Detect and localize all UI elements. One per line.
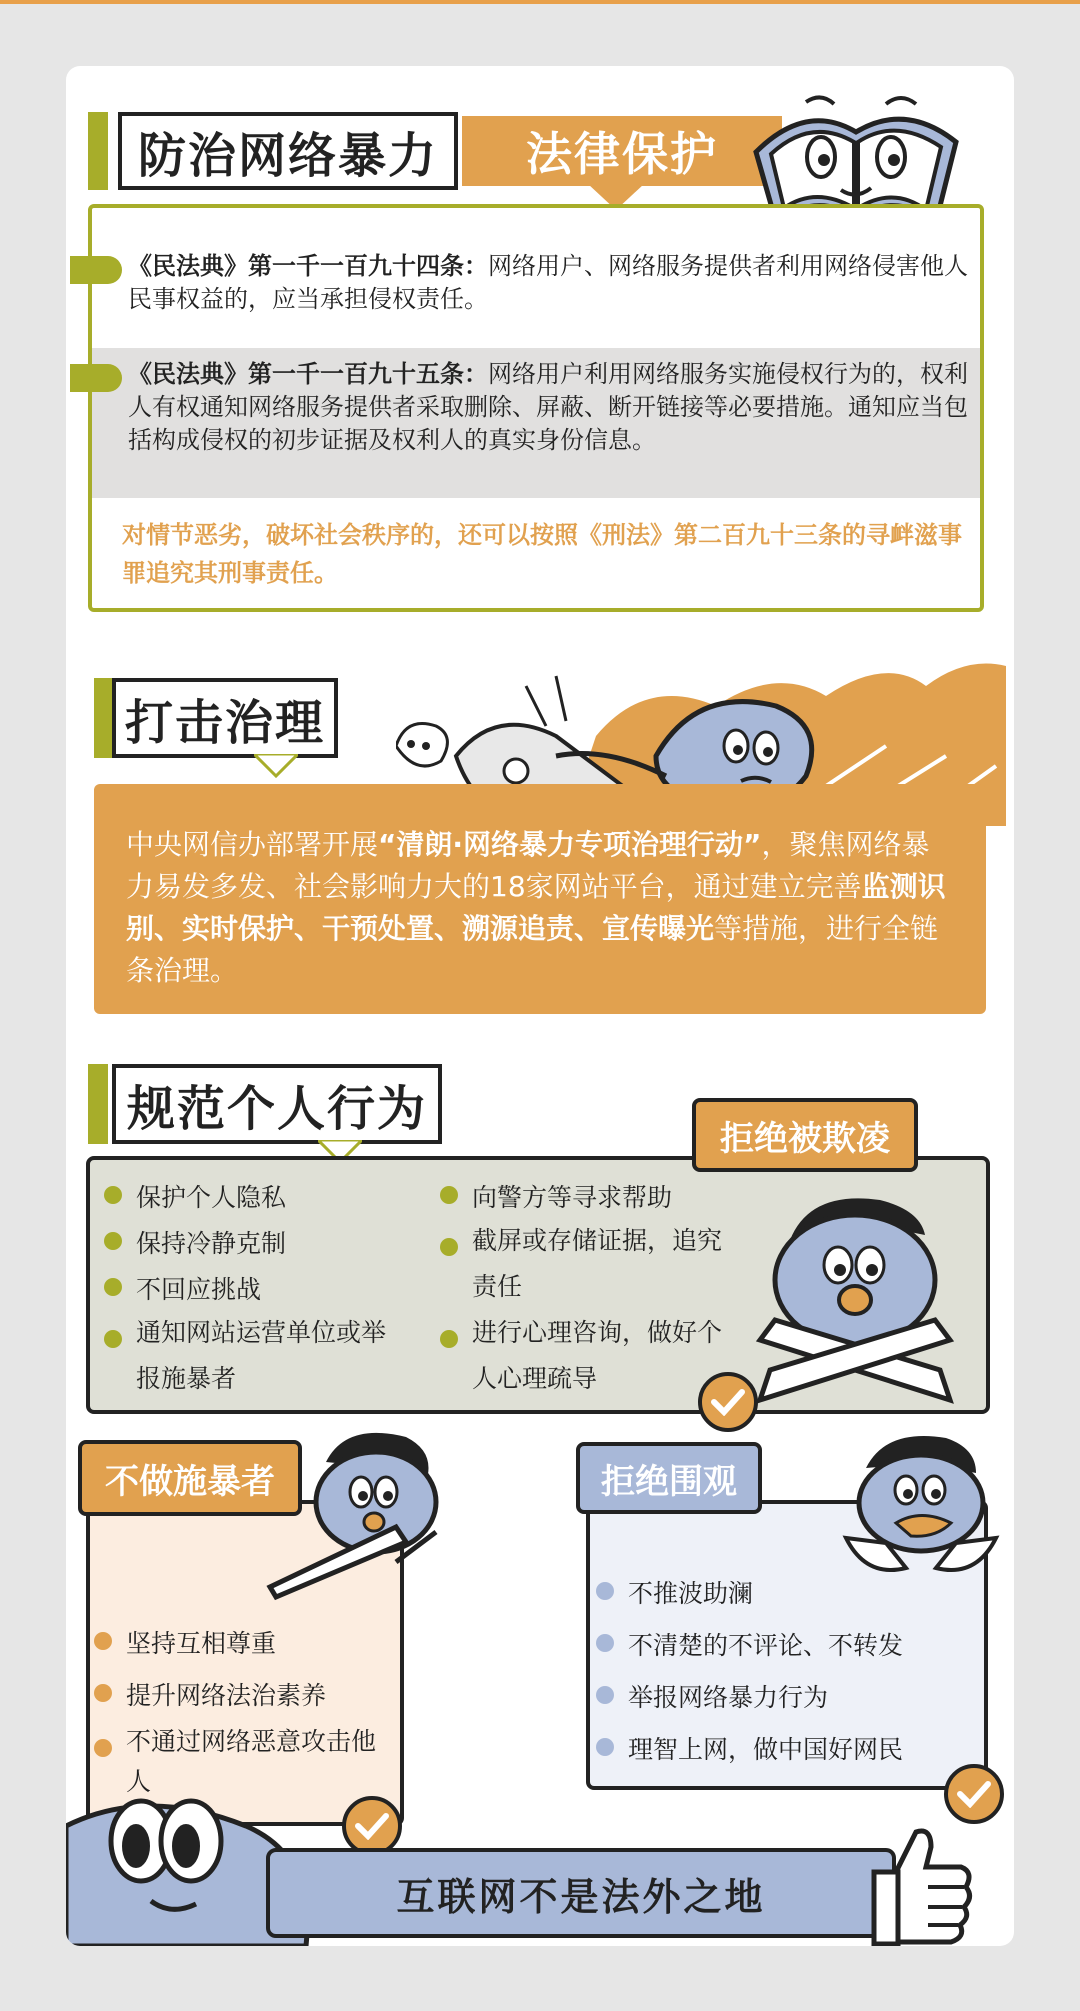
check-icon <box>698 1372 758 1432</box>
list-item <box>104 1224 286 1260</box>
list-item-label: 通知网站运营单位或举报施暴者 <box>136 1318 387 1393</box>
bullet-icon <box>104 1186 122 1204</box>
list-item <box>104 1316 404 1402</box>
law-item-2 <box>128 358 968 457</box>
law-item-1 <box>128 250 968 316</box>
arms-crossed-mascot-icon <box>826 1428 1006 1578</box>
strike-text-part: 等措施，进行全链条治理。 <box>126 912 939 987</box>
list-item <box>596 1730 903 1766</box>
list-item-label: 进行心理咨询，做好个人心理疏导 <box>472 1318 723 1393</box>
list-item-label: 截屏或存储证据，追究责任 <box>472 1226 723 1301</box>
law-item-2-text: 网络用户利用网络服务实施侵权行为的，权利人有权通知网络服务提供者采取删除、屏蔽、断开链接等必要措施。通知应当包括构成侵权的初步证据及权利人的真实身份信息。 <box>128 360 968 454</box>
list-item-label: 不通过网络恶意攻击他人 <box>126 1727 377 1796</box>
list-item-label: 不推波助澜 <box>628 1579 754 1608</box>
list-item-label: 保持冷静克制 <box>136 1229 287 1258</box>
no-abuser-tag: 不做施暴者 <box>78 1440 302 1516</box>
bullet-icon <box>440 1330 458 1348</box>
list-item <box>596 1626 903 1662</box>
law-item-1-text: 网络用户、网络服务提供者利用网络侵害他人民事权益的，应当承担侵权责任。 <box>128 252 968 313</box>
banner-pointer-icon <box>254 754 298 778</box>
measures-list: 监测识别、实时保护、干预处置、溯源追责、宣传曝光 <box>126 870 946 945</box>
campaign-name: “清朗·网络暴力专项治理行动” <box>378 828 762 861</box>
bullet-icon <box>94 1739 112 1757</box>
bullet-icon <box>596 1686 614 1704</box>
law-item-1-title: 《民法典》第一千一百九十四条： <box>128 252 488 280</box>
law-subtitle: 法律保护 <box>462 116 782 186</box>
strike-text-part: 中央网信办部署开展 <box>126 828 379 861</box>
strike-title: 打击治理 <box>112 678 338 758</box>
item-marker <box>70 256 122 284</box>
list-item-label: 向警方等寻求帮助 <box>472 1183 673 1212</box>
list-item <box>596 1574 753 1610</box>
bullet-icon <box>596 1634 614 1652</box>
law-item-3: 对情节恶劣，破坏社会秩序的，还可以按照《刑法》第二百九十三条的寻衅滋事罪追究其刑事责任。 <box>122 521 962 587</box>
list-item <box>440 1178 672 1214</box>
title-accent <box>88 112 108 190</box>
law-item-2-title: 《民法典》第一千一百九十五条： <box>128 360 488 388</box>
refuse-bully-tag: 拒绝被欺凌 <box>692 1098 918 1172</box>
refuse-watch-tag: 拒绝围观 <box>576 1442 762 1514</box>
bullet-icon <box>104 1330 122 1348</box>
list-item <box>596 1678 828 1714</box>
check-icon <box>342 1796 402 1856</box>
list-item <box>440 1316 730 1402</box>
list-item <box>104 1178 286 1214</box>
list-item-label: 理智上网，做中国好网民 <box>628 1735 904 1764</box>
bullet-icon <box>440 1186 458 1204</box>
list-item-label: 保护个人隐私 <box>136 1183 287 1212</box>
footer-slogan: 互联网不是法外之地 <box>266 1848 896 1938</box>
list-item-label: 举报网络暴力行为 <box>628 1683 829 1712</box>
bullet-icon <box>94 1684 112 1702</box>
law-content-box <box>88 204 984 612</box>
strike-title-banner <box>94 678 344 758</box>
infographic-card <box>66 66 1014 1946</box>
law-title-banner <box>88 112 788 190</box>
bullet-icon <box>94 1632 112 1650</box>
bullet-icon <box>104 1232 122 1250</box>
strike-text-part: ，聚焦网络暴力易发多发、社会影响力大的18家网站平台，通过建立完善 <box>126 828 930 903</box>
crossed-arms-mascot-icon <box>750 1190 970 1410</box>
law-title: 防治网络暴力 <box>118 112 458 190</box>
behavior-title: 规范个人行为 <box>112 1064 442 1144</box>
top-accent-bar <box>0 0 1080 4</box>
bullet-icon <box>596 1738 614 1756</box>
bullet-icon <box>104 1278 122 1296</box>
title-accent <box>88 1064 108 1144</box>
bullet-icon <box>440 1238 458 1256</box>
list-item-label: 不回应挑战 <box>136 1275 262 1304</box>
refuse-bully-box <box>86 1156 990 1414</box>
check-icon <box>944 1764 1004 1824</box>
list-item-label: 提升网络法治素养 <box>126 1681 327 1710</box>
list-item-label: 不清楚的不评论、不转发 <box>628 1631 904 1660</box>
list-item <box>104 1270 261 1306</box>
behavior-title-banner <box>88 1064 448 1144</box>
item-marker <box>70 364 122 392</box>
pointing-mascot-icon <box>256 1422 456 1602</box>
strike-text <box>126 824 956 992</box>
list-item-label: 坚持互相尊重 <box>126 1629 277 1658</box>
list-item <box>440 1224 730 1310</box>
list-item <box>94 1624 276 1660</box>
bullet-icon <box>596 1582 614 1600</box>
thumbs-up-icon <box>866 1822 976 1946</box>
list-item <box>94 1676 326 1712</box>
strike-content-box <box>94 784 986 1014</box>
title-accent <box>94 678 114 758</box>
